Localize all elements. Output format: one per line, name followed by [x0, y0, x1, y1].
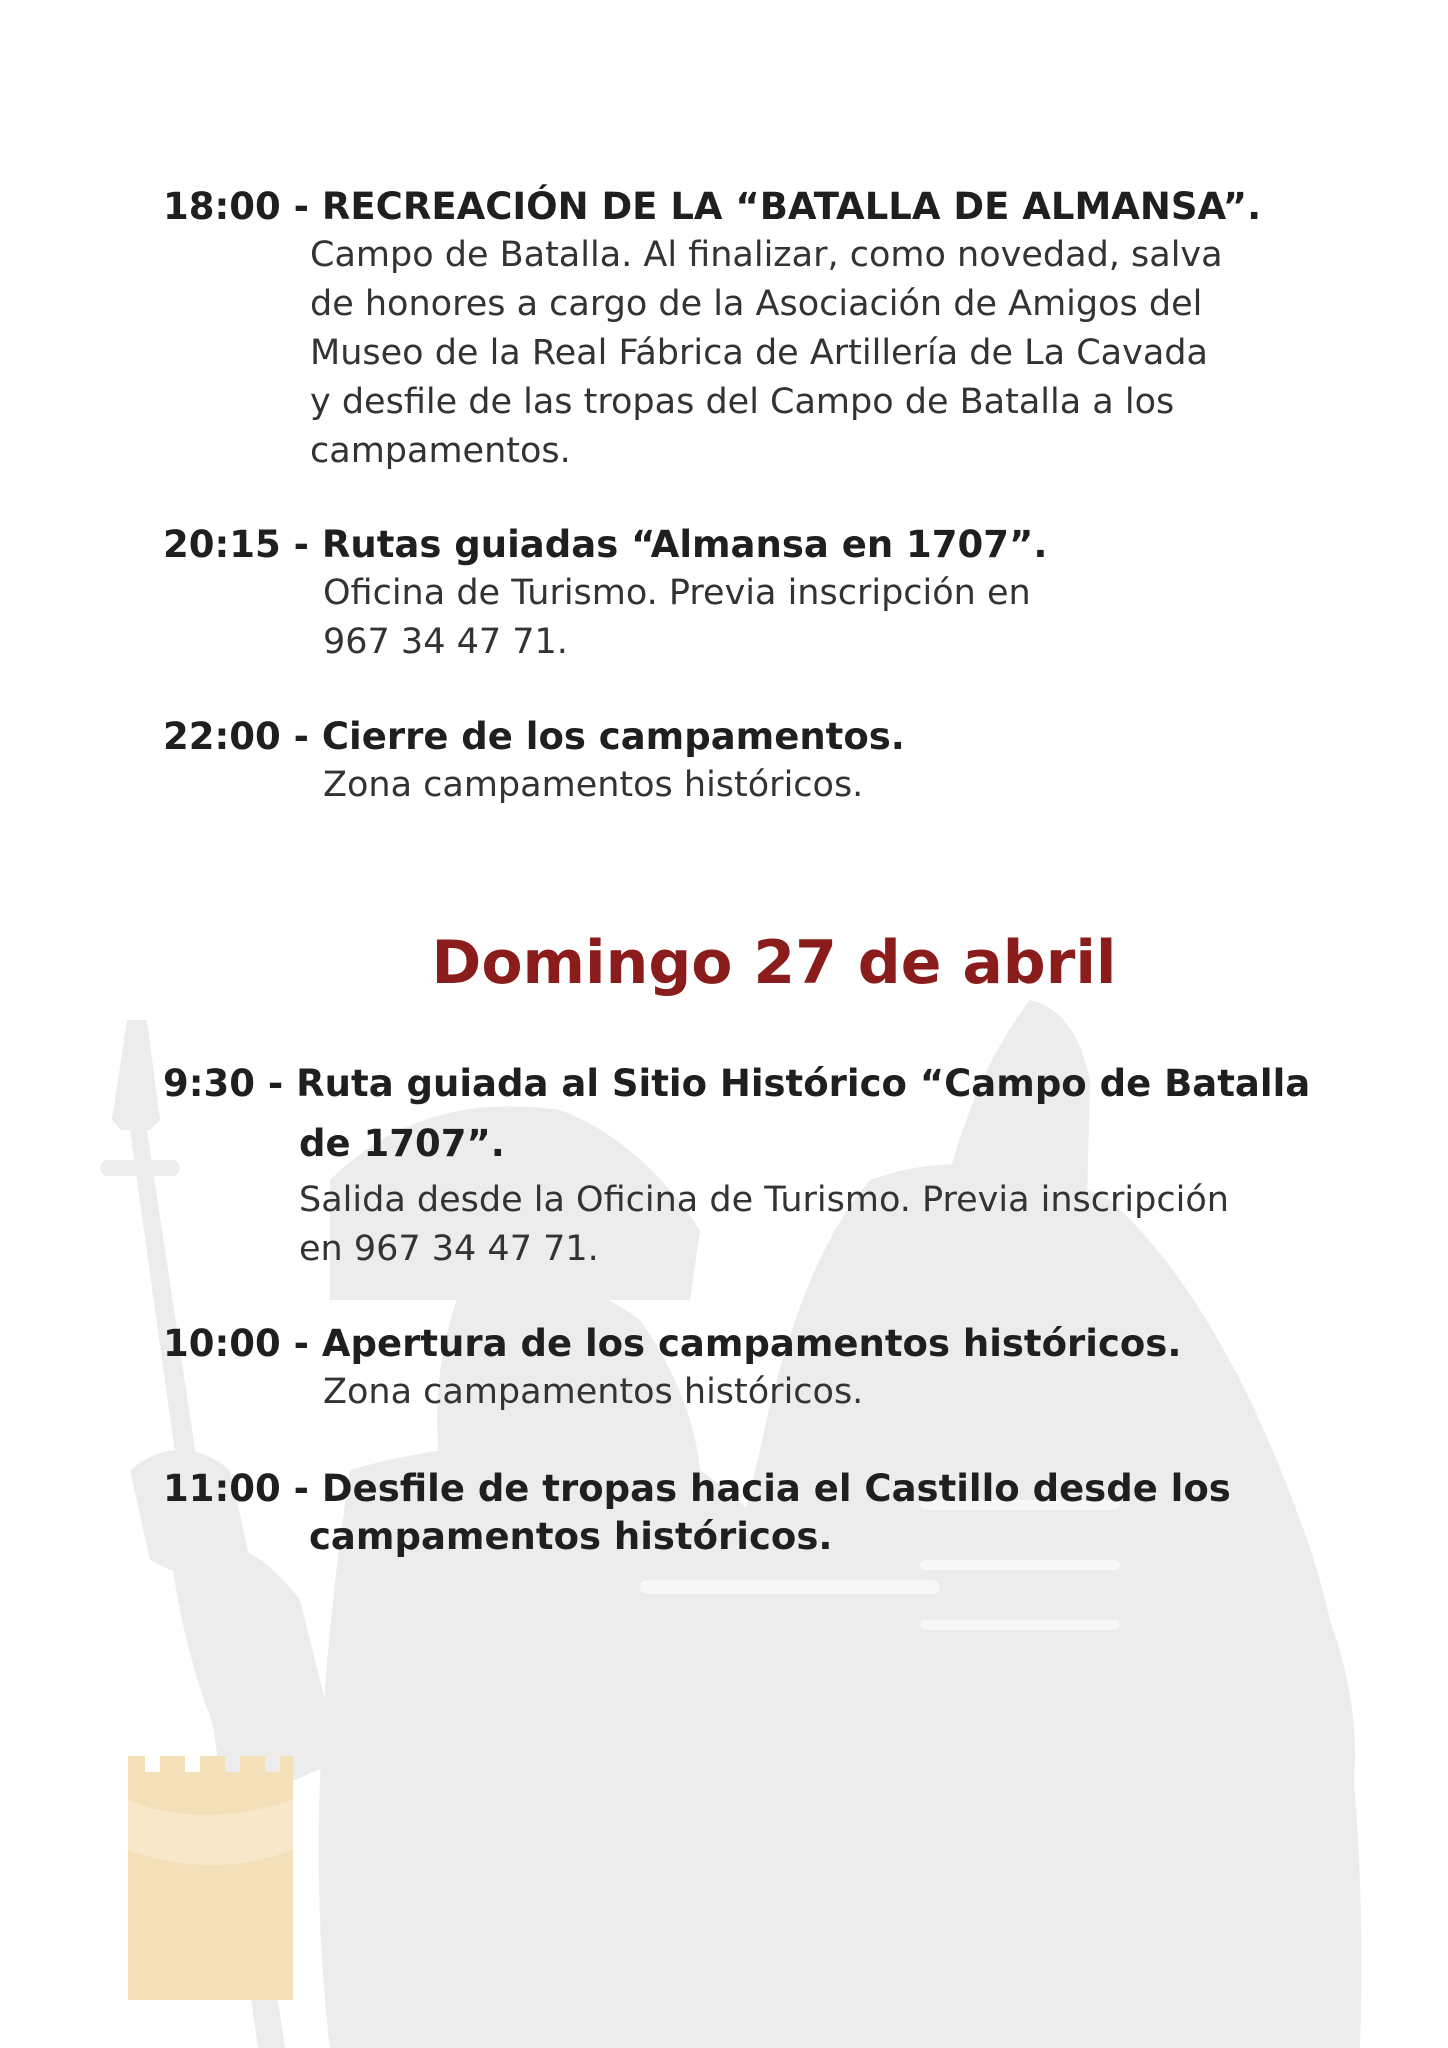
- description-line: Zona campamentos históricos.: [323, 1372, 864, 1412]
- event-1100: [163, 1465, 1363, 1561]
- event-time: 11:00 -: [163, 1467, 310, 1510]
- event-heading: [163, 1465, 1363, 1561]
- event-title: Rutas guiadas “Almansa en 1707”.: [321, 523, 1048, 566]
- event-description: [163, 569, 1203, 667]
- description-line: y desfile de las tropas del Campo de Batalla a los: [310, 382, 1175, 422]
- event-time: 20:15 -: [163, 523, 310, 566]
- event-title: Desfile de tropas hacia el Castillo desde los: [321, 1467, 1231, 1510]
- event-title-continued: campamentos históricos.: [309, 1515, 833, 1558]
- description-line: Museo de la Real Fábrica de Artillería de La Cavada: [310, 333, 1208, 373]
- event-2015: [163, 521, 1363, 667]
- event-description: [163, 1368, 1363, 1417]
- event-title: Ruta guiada al Sitio Histórico “Campo de Batalla: [296, 1062, 1311, 1105]
- event-description: [163, 231, 1350, 476]
- event-description: [163, 1176, 1399, 1274]
- event-heading: [163, 1320, 1363, 1368]
- event-title: Cierre de los campamentos.: [321, 715, 905, 758]
- description-line: campamentos.: [310, 431, 571, 471]
- event-heading: [163, 183, 1363, 231]
- event-heading: [163, 713, 1363, 761]
- event-title: Apertura de los campamentos históricos.: [321, 1322, 1182, 1365]
- event-1000: [163, 1320, 1363, 1417]
- description-line: en 967 34 47 71.: [299, 1229, 599, 1269]
- event-time: 9:30 -: [163, 1062, 284, 1105]
- event-description: [163, 761, 1363, 810]
- event-time: 10:00 -: [163, 1322, 310, 1365]
- description-line: Campo de Batalla. Al finalizar, como novedad, salva: [310, 235, 1223, 275]
- event-heading: [163, 521, 1363, 569]
- description-line: Zona campamentos históricos.: [323, 765, 864, 805]
- description-line: Oficina de Turismo. Previa inscripción en: [323, 573, 1031, 613]
- event-heading: [163, 1054, 1363, 1174]
- event-title: RECREACIÓN DE LA “BATALLA DE ALMANSA”.: [321, 185, 1262, 228]
- event-title-continued: de 1707”.: [299, 1122, 505, 1165]
- description-line: Salida desde la Oficina de Turismo. Previa inscripción: [299, 1180, 1229, 1220]
- day-heading: Domingo 27 de abril: [431, 928, 1117, 998]
- event-0930: [163, 1054, 1363, 1274]
- event-1800: [163, 183, 1363, 476]
- event-2200: [163, 713, 1363, 810]
- event-time: 22:00 -: [163, 715, 310, 758]
- event-time: 18:00 -: [163, 185, 310, 228]
- description-line: 967 34 47 71.: [323, 622, 568, 662]
- description-line: de honores a cargo de la Asociación de Amigos del: [310, 284, 1203, 324]
